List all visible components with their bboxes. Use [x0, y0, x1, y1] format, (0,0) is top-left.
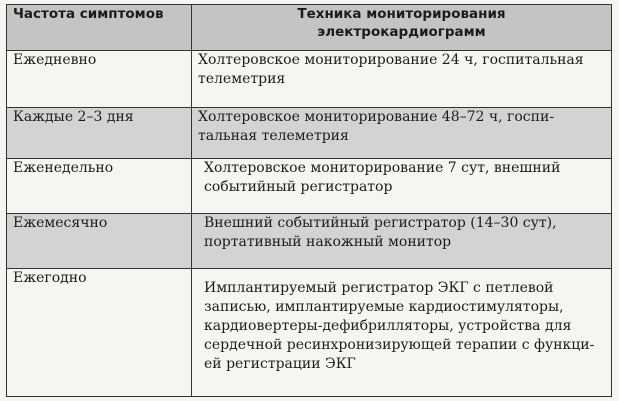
table-row [7, 269, 612, 397]
technique-line: Холтеровское мониторирование 24 ч, госпитальная [198, 52, 584, 68]
technique-cell [192, 108, 612, 159]
frequency-cell: Каждые 2–3 дня [7, 108, 192, 159]
technique-line: Холтеровское мониторирование 48–72 ч, госпи- [198, 109, 555, 125]
table-row [7, 159, 612, 214]
technique-line: Имплантируемый регистратор ЭКГ с петлевой [204, 280, 554, 296]
technique-line: Холтеровское мониторирование 7 сут, внешний [204, 160, 561, 176]
frequency-cell: Ежегодно [7, 269, 192, 397]
frequency-cell: Ежедневно [7, 51, 192, 108]
technique-cell [192, 269, 612, 397]
technique-line: ей регистрации ЭКГ [204, 356, 356, 372]
monitoring-table [6, 4, 612, 397]
technique-line: записью, имплантируемые кардиостимуляторы, [204, 299, 564, 315]
header-technique-line1: Техника мониторирования [297, 6, 506, 22]
technique-line: телеметрия [198, 71, 286, 87]
technique-cell [192, 51, 612, 108]
technique-cell [192, 159, 612, 214]
technique-line: Внешний событийный регистратор (14–30 сут), [204, 215, 557, 231]
frequency-cell: Ежемесячно [7, 214, 192, 269]
table-row [7, 51, 612, 108]
table-header-row [7, 5, 612, 51]
technique-line: портативный накожный монитор [204, 234, 452, 250]
technique-line: тальная телеметрия [198, 128, 349, 144]
technique-line: кардиовертеры-дефибрилляторы, устройства для [204, 318, 572, 334]
header-technique-line2: электрокардиограмм [317, 24, 486, 40]
header-technique [192, 5, 612, 51]
header-frequency: Частота симптомов [7, 5, 192, 51]
table-row [7, 108, 612, 159]
frequency-cell: Еженедельно [7, 159, 192, 214]
technique-line: событийный регистратор [204, 179, 393, 195]
technique-line: сердечной ресинхронизирующей терапии с функци- [204, 337, 595, 353]
technique-cell [192, 214, 612, 269]
table-row [7, 214, 612, 269]
